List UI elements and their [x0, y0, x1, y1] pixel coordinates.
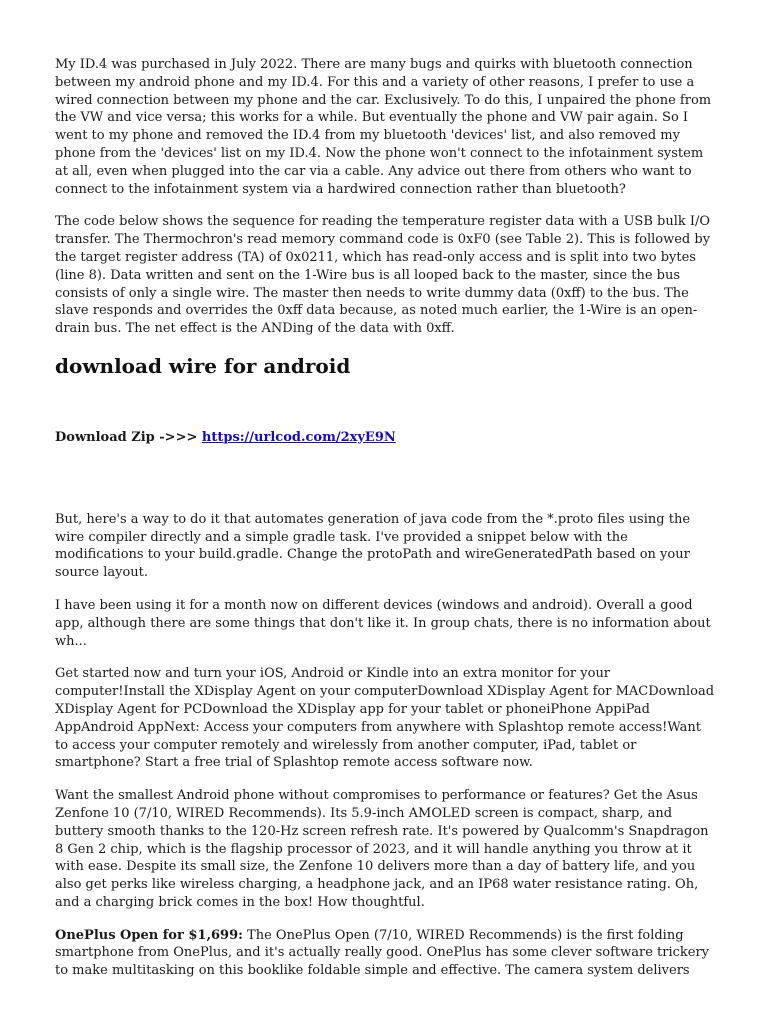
- intro-paragraph-thermochron: The code below shows the sequence for reading the temperature register data with a USB bulk I/O transfer. The Thermochron's read memory command code is 0xF0 (see Table 2). This is followed by the target register address (TA) of 0x0211, which has read-only access and is split into two bytes (line 8). Data written and sent on the 1-Wire bus is all looped back to the master, since the bus consists of only a single wire. The master then needs to write dummy data (0xff) to the bus. The slave responds and overrides the 0xff data because, as noted much earlier, the 1-Wire is an open-drain bus. The net effect is the ANDing of the data with 0xff.: [55, 214, 711, 337]
- paragraph-zenfone: Want the smallest Android phone without compromises to performance or features? Get the Asus Zenfone 10 (7/10, WIRED Recommends). Its 5.9-inch AMOLED screen is compact, sharp, and buttery smooth thanks to the 120-Hz screen refresh rate. It's powered by Qualcomm's Snapdragon 8 Gen 2 chip, which is the flagship processor of 2023, and it will handle anything you throw at it with ease. Despite its small size, the Zenfone 10 delivers more than a day of battery life, and you also get perks like wireless charging, a headphone jack, and an IP68 water resistance rating. Oh, and a charging brick comes in the box! How thoughtful.: [55, 788, 709, 910]
- paragraph-app-review: I have been using it for a month now on different devices (windows and android). Overall a good app, although there are some things that don't like it. In group chats, there is no information about wh...: [55, 597, 711, 649]
- body-section: [55, 511, 717, 980]
- download-link[interactable]: https://urlcod.com/2xyE9N: [201, 429, 396, 445]
- download-label: Download Zip ->>>: [55, 429, 202, 445]
- document-page: [55, 56, 717, 995]
- paragraph-oneplus: [55, 927, 717, 980]
- oneplus-lead: OnePlus Open for $1,699:: [55, 927, 243, 943]
- page-heading: download wire for android: [55, 353, 351, 378]
- intro-paragraph-bluetooth: My ID.4 was purchased in July 2022. There are many bugs and quirks with bluetooth connection between my android phone and my ID.4. For this and a variety of other reasons, I prefer to use a wired connection between my phone and the car. Exclusively. To do this, I unpaired the phone from the VW and vice versa; this works for a while. But eventually the phone and VW pair again. So I went to my phone and removed the ID.4 from my bluetooth 'devices' list, and also removed my phone from the 'devices' list on my ID.4. Now the phone won't connect to the infotainment system at all, even when plugged into the car via a cable. Any advice out there from others who want to connect to the infotainment system via a hardwired connection rather than bluetooth?: [55, 57, 712, 197]
- oneplus-text: The OnePlus Open (7/10, WIRED Recommends) is the first folding smartphone from OnePlus, and it's actually really good. OnePlus has some clever software trickery to make multitasking on this booklike foldable simple and effective. The camera system delivers: [55, 927, 710, 979]
- download-row: [55, 429, 717, 447]
- paragraph-wire-gradle: But, here's a way to do it that automates generation of java code from the *.proto files using the wire compiler directly and a simple gradle task. I've provided a snippet below with the modifications to your build.gradle. Change the protoPath and wireGeneratedPath based on your source layout.: [55, 511, 691, 581]
- paragraph-xdisplay: Get started now and turn your iOS, Android or Kindle into an extra monitor for your computer!Install the XDisplay Agent on your computerDownload XDisplay Agent for MACDownload XDisplay Agent for PCDownload the XDisplay app for your tablet or phoneiPhone AppiPad AppAndroid AppNext: Access your computers from anywhere with Splashtop remote access!Want to access your computer remotely and wirelessly from another computer, iPad, tablet or smartphone? Start a free trial of Splashtop remote access software now.: [55, 666, 715, 771]
